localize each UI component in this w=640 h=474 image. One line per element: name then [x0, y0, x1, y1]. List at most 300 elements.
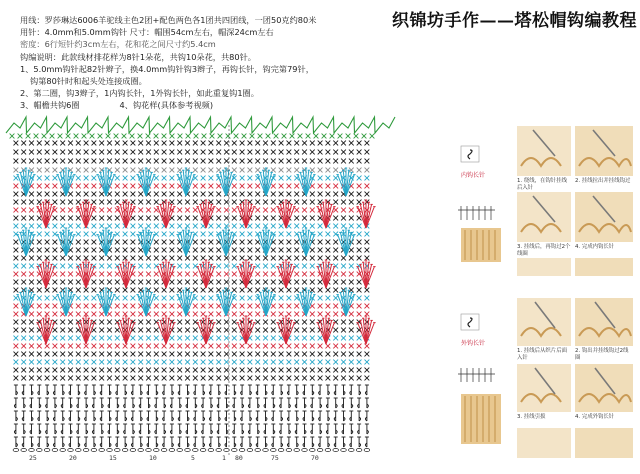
sc-stitch	[232, 159, 237, 164]
sc-stitch	[357, 216, 362, 221]
sc-stitch	[131, 344, 136, 349]
sc-stitch	[271, 141, 276, 146]
sc-stitch	[333, 360, 338, 365]
sc-stitch	[107, 159, 112, 164]
sc-stitch	[131, 224, 136, 229]
sc-stitch	[99, 272, 104, 277]
sc-stitch	[177, 360, 182, 365]
bpdc-stitch	[264, 398, 268, 408]
bpdc-stitch	[92, 424, 96, 434]
sc-stitch	[279, 256, 284, 261]
sc-stitch	[45, 240, 50, 245]
sc-stitch	[349, 320, 354, 325]
fpdc-stitch	[131, 424, 135, 434]
sc-stitch	[294, 312, 299, 317]
fpdc-stitch	[115, 398, 119, 408]
sc-stitch	[255, 288, 260, 293]
sc-stitch	[29, 248, 34, 253]
sc-stitch	[84, 141, 89, 146]
sc-stitch	[365, 368, 370, 373]
sc-stitch	[29, 264, 34, 269]
sc-stitch	[318, 360, 323, 365]
sc-stitch	[92, 184, 97, 189]
sc-stitch	[92, 360, 97, 365]
bpdc-stitch	[37, 411, 41, 421]
bpdc-stitch	[349, 411, 353, 421]
sc-stitch	[357, 224, 362, 229]
sc-stitch	[14, 216, 19, 221]
sc-stitch	[21, 320, 26, 325]
bpdc-stitch	[240, 385, 244, 395]
sc-stitch	[224, 344, 229, 349]
sc-stitch	[326, 352, 331, 357]
sc-stitch	[76, 232, 81, 237]
bpdc-stitch	[69, 385, 73, 395]
sc-stitch	[154, 352, 159, 357]
fpdc-stitch	[37, 424, 41, 434]
sc-stitch	[162, 176, 167, 181]
sc-stitch	[216, 168, 221, 173]
sc-stitch	[146, 320, 151, 325]
bpdc-stitch	[30, 398, 34, 408]
sc-stitch	[240, 248, 245, 253]
sc-stitch	[209, 224, 214, 229]
sc-stitch	[326, 232, 331, 237]
sc-stitch	[115, 360, 120, 365]
sc-stitch	[45, 352, 50, 357]
sc-stitch	[92, 141, 97, 146]
sc-stitch	[357, 344, 362, 349]
fan-cluster	[156, 200, 175, 228]
sc-stitch	[255, 159, 260, 164]
sc-stitch	[37, 360, 42, 365]
sc-stitch	[138, 280, 143, 285]
sc-stitch	[216, 328, 221, 333]
sc-stitch	[201, 184, 206, 189]
fpdc-stitch	[22, 398, 26, 408]
sc-stitch	[138, 141, 143, 146]
bpdc-stitch	[30, 424, 34, 434]
sc-stitch	[162, 159, 167, 164]
fan-cluster	[236, 316, 255, 344]
fpdc-stitch	[30, 385, 34, 395]
sc-stitch	[123, 304, 128, 309]
sc-stitch	[99, 208, 104, 213]
sc-stitch	[240, 376, 245, 381]
bpdc-stitch	[61, 424, 65, 434]
sc-stitch	[177, 320, 182, 325]
sc-stitch	[154, 141, 159, 146]
sc-stitch	[302, 360, 307, 365]
sc-stitch	[271, 192, 276, 197]
sc-stitch	[263, 216, 268, 221]
sc-stitch	[193, 304, 198, 309]
tick-label: 80	[235, 454, 243, 462]
sc-stitch	[255, 216, 260, 221]
sc-stitch	[232, 216, 237, 221]
sc-stitch	[92, 376, 97, 381]
fpdc-stitch	[139, 411, 143, 421]
sc-stitch	[302, 368, 307, 373]
sc-stitch	[99, 336, 104, 341]
sc-stitch	[209, 312, 214, 317]
fpdc-stitch	[256, 398, 260, 408]
fpdc-stitch	[318, 398, 322, 408]
bpdc-stitch	[115, 385, 119, 395]
sc-stitch	[271, 264, 276, 269]
sc-stitch	[209, 296, 214, 301]
sc-stitch	[131, 376, 136, 381]
sc-stitch	[216, 376, 221, 381]
sc-stitch	[287, 176, 292, 181]
sc-stitch	[92, 280, 97, 285]
sc-stitch	[21, 264, 26, 269]
sc-stitch	[21, 150, 26, 155]
sc-stitch	[341, 150, 346, 155]
sc-stitch	[310, 376, 315, 381]
sc-stitch	[146, 368, 151, 373]
sc-stitch	[131, 288, 136, 293]
sc-stitch	[255, 224, 260, 229]
sc-stitch	[45, 296, 50, 301]
fpdc-stitch	[170, 437, 174, 447]
sc-stitch	[248, 141, 253, 146]
sc-stitch	[263, 141, 268, 146]
sc-stitch	[201, 288, 206, 293]
fpdc-stitch	[232, 411, 236, 421]
sc-stitch	[68, 256, 73, 261]
sc-stitch	[255, 312, 260, 317]
note-hook-size: 用针：4.0mm和5.0mm钩针 尺寸：帽围54cm左右，帽深24cm左右	[20, 27, 274, 38]
sc-stitch	[130, 134, 135, 139]
sc-stitch	[349, 224, 354, 229]
sc-stitch	[154, 216, 159, 221]
sc-stitch	[162, 240, 167, 245]
sc-stitch	[99, 256, 104, 261]
sc-stitch	[341, 344, 346, 349]
sc-stitch	[226, 134, 231, 139]
sc-stitch	[53, 200, 58, 205]
sc-stitch	[255, 208, 260, 213]
sc-stitch	[162, 368, 167, 373]
sc-stitch	[326, 192, 331, 197]
sc-stitch	[170, 224, 175, 229]
sc-stitch	[193, 159, 198, 164]
tick-label: 10	[149, 454, 157, 462]
sc-stitch	[92, 248, 97, 253]
sc-stitch	[82, 134, 87, 139]
sc-stitch	[84, 376, 89, 381]
sc-stitch	[201, 312, 206, 317]
sc-stitch	[282, 134, 287, 139]
sc-stitch	[76, 150, 81, 155]
sc-stitch	[60, 368, 65, 373]
bpdc-stitch	[240, 437, 244, 447]
sc-stitch	[271, 320, 276, 325]
sc-stitch	[354, 134, 359, 139]
sc-stitch	[365, 159, 370, 164]
bpdc-stitch	[326, 398, 330, 408]
sc-stitch	[255, 304, 260, 309]
fpdc-stitch	[186, 437, 190, 447]
fpdc-stitch	[14, 411, 18, 421]
sc-stitch	[193, 200, 198, 205]
sc-stitch	[294, 304, 299, 309]
sc-stitch	[287, 232, 292, 237]
sc-stitch	[14, 352, 19, 357]
sc-stitch	[84, 304, 89, 309]
sc-stitch	[318, 304, 323, 309]
sc-stitch	[294, 320, 299, 325]
sc-stitch	[131, 248, 136, 253]
sc-stitch	[209, 376, 214, 381]
bpdc-stitch	[154, 424, 158, 434]
photo-caption: 3. 挂线引拔	[517, 414, 546, 420]
sc-stitch	[349, 208, 354, 213]
sc-stitch	[365, 360, 370, 365]
sc-stitch	[154, 280, 159, 285]
sc-stitch	[185, 336, 190, 341]
bpdc-stitch	[92, 398, 96, 408]
sc-stitch	[365, 168, 370, 173]
sc-stitch	[271, 216, 276, 221]
fan-cluster	[356, 200, 375, 228]
bpdc-stitch	[170, 398, 174, 408]
sc-stitch	[68, 272, 73, 277]
fpdc-stitch	[279, 411, 283, 421]
sc-stitch	[271, 256, 276, 261]
sc-stitch	[201, 159, 206, 164]
sc-stitch	[341, 208, 346, 213]
sc-stitch	[279, 304, 284, 309]
bpdc-stitch	[256, 411, 260, 421]
sc-stitch	[248, 312, 253, 317]
bpdc-stitch	[108, 424, 112, 434]
sc-stitch	[123, 184, 128, 189]
sc-stitch	[170, 376, 175, 381]
sc-stitch	[201, 240, 206, 245]
bpdc-stitch	[225, 437, 229, 447]
sc-stitch	[185, 272, 190, 277]
sc-stitch	[271, 224, 276, 229]
fan-cluster	[76, 200, 95, 228]
sc-stitch	[193, 184, 198, 189]
sc-stitch	[302, 216, 307, 221]
sc-stitch	[170, 248, 175, 253]
sc-stitch	[84, 176, 89, 181]
sc-stitch	[170, 312, 175, 317]
sc-stitch	[341, 352, 346, 357]
sc-stitch	[76, 280, 81, 285]
sc-stitch	[279, 150, 284, 155]
sc-stitch	[240, 344, 245, 349]
sc-stitch	[333, 248, 338, 253]
sc-stitch	[177, 264, 182, 269]
sc-stitch	[310, 360, 315, 365]
sc-stitch	[99, 159, 104, 164]
sc-stitch	[92, 159, 97, 164]
sc-stitch	[193, 264, 198, 269]
sc-stitch	[302, 336, 307, 341]
sc-stitch	[349, 328, 354, 333]
sc-stitch	[209, 192, 214, 197]
sc-stitch	[21, 208, 26, 213]
sc-stitch	[53, 312, 58, 317]
sc-stitch	[29, 200, 34, 205]
sc-stitch	[333, 224, 338, 229]
sc-stitch	[14, 360, 19, 365]
bpdc-stitch	[217, 424, 221, 434]
sc-stitch	[177, 224, 182, 229]
bpdc-stitch	[123, 424, 127, 434]
sc-stitch	[60, 264, 65, 269]
sc-stitch	[209, 352, 214, 357]
sc-stitch	[123, 192, 128, 197]
sc-stitch	[193, 336, 198, 341]
sc-stitch	[99, 368, 104, 373]
sc-stitch	[92, 296, 97, 301]
fpdc-stitch	[342, 385, 346, 395]
fpdc-stitch	[201, 437, 205, 447]
sc-stitch	[115, 216, 120, 221]
bpdc-stitch	[115, 411, 119, 421]
sc-stitch	[29, 360, 34, 365]
sc-stitch	[115, 184, 120, 189]
bpdc-stitch	[162, 437, 166, 447]
sc-stitch	[318, 344, 323, 349]
sc-stitch	[53, 141, 58, 146]
sc-stitch	[318, 159, 323, 164]
sc-stitch	[162, 134, 167, 139]
bpdc-stitch	[186, 398, 190, 408]
sc-stitch	[154, 288, 159, 293]
sc-stitch	[123, 232, 128, 237]
sc-stitch	[318, 248, 323, 253]
sc-stitch	[45, 304, 50, 309]
sc-stitch	[349, 141, 354, 146]
sc-stitch	[42, 134, 47, 139]
sc-stitch	[310, 280, 315, 285]
bpdc-stitch	[162, 411, 166, 421]
sc-stitch	[232, 280, 237, 285]
sc-stitch	[170, 240, 175, 245]
bpdc-stitch	[178, 411, 182, 421]
tick-label: 20	[69, 454, 77, 462]
note-step-1-cont: 钩第80针时和起头处连接成圈。	[30, 76, 147, 87]
sc-stitch	[216, 288, 221, 293]
sc-stitch	[341, 264, 346, 269]
fpdc-stitch	[240, 424, 244, 434]
sc-stitch	[53, 280, 58, 285]
sc-stitch	[185, 256, 190, 261]
bpdc-stitch	[232, 398, 236, 408]
sc-stitch	[341, 272, 346, 277]
sc-stitch	[60, 224, 65, 229]
sc-stitch	[146, 200, 151, 205]
sc-stitch	[193, 224, 198, 229]
fan-cluster	[156, 316, 175, 344]
sc-stitch	[357, 232, 362, 237]
sc-stitch	[68, 224, 73, 229]
sc-stitch	[333, 232, 338, 237]
sc-stitch	[123, 376, 128, 381]
fan-cluster	[316, 200, 335, 228]
sc-stitch	[263, 320, 268, 325]
sc-stitch	[341, 200, 346, 205]
sc-stitch	[146, 256, 151, 261]
sc-stitch	[318, 312, 323, 317]
fpdc-stitch	[365, 398, 369, 408]
tick-label: 70	[311, 454, 319, 462]
edge-chain	[6, 117, 395, 133]
sc-stitch	[271, 159, 276, 164]
sc-stitch	[318, 192, 323, 197]
sc-stitch	[37, 232, 42, 237]
bpdc-stitch	[84, 411, 88, 421]
fpdc-stitch	[201, 385, 205, 395]
bpdc-stitch	[131, 437, 135, 447]
sc-stitch	[333, 352, 338, 357]
sc-stitch	[271, 168, 276, 173]
fpdc-stitch	[279, 437, 283, 447]
sc-stitch	[14, 368, 19, 373]
sc-stitch	[193, 168, 198, 173]
fpdc-stitch	[69, 424, 73, 434]
sc-stitch	[326, 344, 331, 349]
sc-stitch	[294, 208, 299, 213]
sc-stitch	[240, 368, 245, 373]
sc-stitch	[357, 296, 362, 301]
sc-stitch	[224, 208, 229, 213]
sc-stitch	[115, 168, 120, 173]
sc-stitch	[37, 168, 42, 173]
sc-stitch	[349, 264, 354, 269]
sc-stitch	[76, 141, 81, 146]
sc-stitch	[263, 256, 268, 261]
bpdc-stitch	[170, 424, 174, 434]
sc-stitch	[60, 272, 65, 277]
sc-stitch	[29, 320, 34, 325]
sc-stitch	[216, 224, 221, 229]
sc-stitch	[263, 159, 268, 164]
sc-stitch	[14, 304, 19, 309]
bpdc-stitch	[147, 437, 151, 447]
sc-stitch	[302, 352, 307, 357]
sc-stitch	[294, 368, 299, 373]
sc-stitch	[53, 168, 58, 173]
sc-stitch	[138, 312, 143, 317]
note-step-3: 3、帽檐共钩6圈	[20, 100, 80, 111]
sc-stitch	[357, 192, 362, 197]
sc-stitch	[29, 368, 34, 373]
sc-stitch	[255, 328, 260, 333]
sc-stitch	[138, 208, 143, 213]
sc-stitch	[216, 360, 221, 365]
sc-stitch	[255, 168, 260, 173]
sc-stitch	[84, 232, 89, 237]
sc-stitch	[294, 376, 299, 381]
bpdc-stitch	[365, 437, 369, 447]
sc-stitch	[362, 134, 367, 139]
sc-stitch	[29, 328, 34, 333]
sc-stitch	[53, 224, 58, 229]
bpdc-stitch	[100, 385, 104, 395]
sc-stitch	[154, 344, 159, 349]
sc-stitch	[287, 141, 292, 146]
sc-stitch	[232, 368, 237, 373]
sc-stitch	[177, 280, 182, 285]
sc-stitch	[365, 141, 370, 146]
